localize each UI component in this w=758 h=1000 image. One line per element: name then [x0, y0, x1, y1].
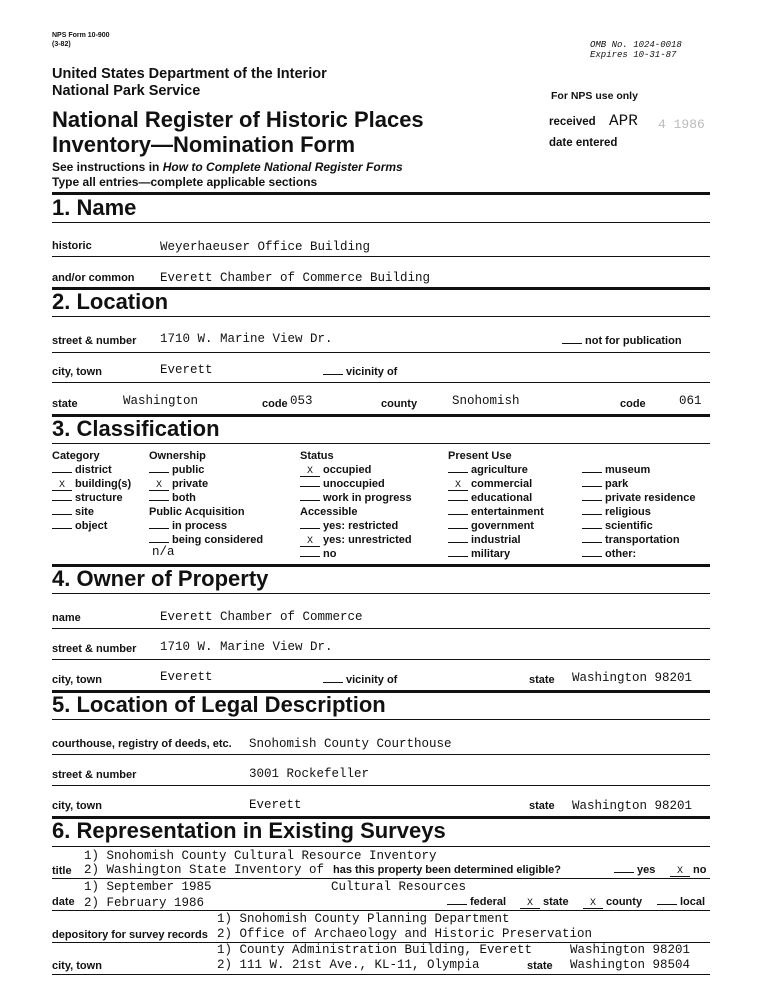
- section5-title-rule: [52, 719, 710, 720]
- eligible-yes: yes: [614, 864, 655, 876]
- section6-title: 6. Representation in Existing Surveys: [52, 818, 446, 843]
- instructions-line1: [52, 160, 403, 174]
- legal-state-value: Washington 98201: [572, 799, 693, 813]
- use-military: military: [448, 548, 510, 560]
- owner-city-value: Everett: [160, 670, 213, 684]
- location-county-value: Snohomish: [452, 394, 520, 408]
- owner-name-rule: [52, 628, 710, 629]
- public-acquisition-heading: Public Acquisition: [149, 506, 245, 518]
- location-state-value: Washington: [123, 394, 199, 408]
- use-museum: museum: [582, 464, 650, 476]
- location-code-label: code: [262, 398, 288, 410]
- received-value: APR: [609, 112, 638, 130]
- survey-title-2: 2) Washington State Inventory of: [84, 863, 325, 877]
- status-occupied-mark: X: [300, 467, 320, 477]
- legal-street-label: street & number: [52, 769, 137, 781]
- bottom-rule: [52, 974, 710, 975]
- category-heading: Category: [52, 450, 100, 462]
- level-state: X state: [520, 896, 569, 909]
- department-name: United States Department of the Interior: [52, 66, 327, 82]
- location-state-label: state: [52, 398, 78, 410]
- section2-title-rule: [52, 316, 710, 317]
- category-buildings: X building(s): [52, 478, 131, 491]
- accessible-unrestricted-mark: X: [300, 537, 320, 547]
- use-private-residence: private residence: [582, 492, 696, 504]
- section2-title: 2. Location: [52, 289, 169, 314]
- category-object: object: [52, 520, 107, 532]
- use-scientific: scientific: [582, 520, 653, 532]
- legal-city-value: Everett: [249, 798, 302, 812]
- category-district: district: [52, 464, 112, 476]
- location-street-label: street & number: [52, 335, 137, 347]
- section4-title: 4. Owner of Property: [52, 566, 269, 591]
- owner-name-label: name: [52, 612, 81, 624]
- category-site: site: [52, 506, 94, 518]
- survey-title-2-cont: Cultural Resources: [331, 880, 467, 894]
- category-structure: structure: [52, 492, 123, 504]
- location-city-value: Everett: [160, 363, 213, 377]
- eligible-yes-blank: [614, 872, 634, 873]
- category-buildings-mark: X: [52, 481, 72, 491]
- legal-street-value: 3001 Rockefeller: [249, 767, 370, 781]
- section3-title-rule: [52, 443, 710, 444]
- accessible-restricted: yes: restricted: [300, 520, 398, 532]
- survey-city-1: 1) County Administration Building, Everett: [217, 943, 533, 957]
- location-city-label: city, town: [52, 366, 102, 378]
- survey-date-label: date: [52, 896, 75, 908]
- courthouse-rule: [52, 754, 710, 755]
- use-religious: religious: [582, 506, 651, 518]
- historic-rule: [52, 256, 710, 257]
- acquisition-in-process: in process: [149, 520, 227, 532]
- section1-title-rule: [52, 222, 710, 223]
- depository-2: 2) Office of Archaeology and Historic Preservation: [217, 927, 593, 941]
- status-work-in-progress: work in progress: [300, 492, 412, 504]
- location-county-code: 061: [679, 394, 702, 408]
- location-vicinity: [323, 366, 397, 378]
- section5-title: 5. Location of Legal Description: [52, 692, 386, 717]
- survey-date-2: 2) February 1986: [84, 896, 205, 910]
- level-state-mark: X: [520, 899, 540, 909]
- owner-state-label: state: [529, 674, 555, 686]
- owner-vicinity: [323, 674, 397, 686]
- ownership-both: both: [149, 492, 196, 504]
- instructions-prefix: See instructions in: [52, 160, 163, 174]
- received-stamp: 4 1986: [658, 117, 705, 132]
- courthouse-label: courthouse, registry of deeds, etc.: [52, 738, 232, 750]
- location-county-label: county: [381, 398, 418, 410]
- survey-title-1: 1) Snohomish County Cultural Resource Inventory: [84, 849, 437, 863]
- not-for-publication: [562, 335, 682, 347]
- level-county: X county: [583, 896, 642, 909]
- omb-number: OMB No. 1024-0018: [590, 40, 682, 50]
- survey-date-rule: [52, 910, 710, 911]
- owner-vicinity-blank: [323, 682, 343, 683]
- survey-city-label: city, town: [52, 960, 102, 972]
- accessible-no: no: [300, 548, 336, 560]
- form-title-line1: National Register of Historic Places: [52, 107, 424, 132]
- survey-state-1: Washington 98201: [570, 943, 691, 957]
- location-vicinity-label: vicinity of: [346, 366, 398, 378]
- common-value: Everett Chamber of Commerce Building: [160, 271, 431, 285]
- use-entertainment: entertainment: [448, 506, 544, 518]
- use-park: park: [582, 478, 628, 490]
- eligible-no-mark: X: [670, 867, 690, 877]
- not-for-publication-blank: [562, 343, 582, 344]
- accessible-heading: Accessible: [300, 506, 358, 518]
- ownership-private: X private: [149, 478, 208, 491]
- use-other: other:: [582, 548, 636, 560]
- use-commercial: X commercial: [448, 478, 532, 491]
- status-unoccupied: unoccupied: [300, 478, 385, 490]
- use-transportation: transportation: [582, 534, 680, 546]
- common-label: and/or common: [52, 272, 135, 284]
- instructions-title: How to Complete National Register Forms: [162, 160, 403, 174]
- location-county-code-label: code: [620, 398, 646, 410]
- instructions-line2: Type all entries—complete applicable sections: [52, 175, 318, 189]
- owner-street-rule: [52, 659, 710, 660]
- acquisition-na: n/a: [152, 545, 175, 559]
- historic-label: historic: [52, 240, 92, 252]
- owner-name-value: Everett Chamber of Commerce: [160, 610, 363, 624]
- date-entered-label: date entered: [549, 137, 618, 149]
- service-name: National Park Service: [52, 83, 201, 99]
- courthouse-value: Snohomish County Courthouse: [249, 737, 452, 751]
- use-agriculture: agriculture: [448, 464, 528, 476]
- level-local-blank: [657, 904, 677, 905]
- present-use-heading: Present Use: [448, 450, 512, 462]
- level-federal: federal: [447, 896, 506, 908]
- eligible-question: has this property been determined eligible?: [333, 864, 561, 876]
- survey-state-label: state: [527, 960, 553, 972]
- nps-use-only: For NPS use only: [551, 90, 638, 102]
- owner-street-value: 1710 W. Marine View Dr.: [160, 640, 333, 654]
- use-government: government: [448, 520, 534, 532]
- form-title-line2: Inventory—Nomination Form: [52, 132, 356, 157]
- section4-title-rule: [52, 593, 710, 594]
- owner-street-label: street & number: [52, 643, 137, 655]
- owner-state-value: Washington 98201: [572, 671, 693, 685]
- survey-state-2: Washington 98504: [570, 958, 691, 972]
- ownership-private-mark: X: [149, 481, 169, 491]
- section1-title: 1. Name: [52, 195, 137, 220]
- use-commercial-mark: X: [448, 481, 468, 491]
- status-heading: Status: [300, 450, 334, 462]
- survey-title-label: title: [52, 865, 72, 877]
- form-id: NPS Form 10-900: [52, 32, 110, 39]
- survey-title-rule: [52, 878, 710, 879]
- depository-label: depository for survey records: [52, 929, 208, 941]
- accessible-unrestricted: X yes: unrestricted: [300, 534, 412, 547]
- location-street-value: 1710 W. Marine View Dr.: [160, 332, 333, 346]
- received-label: received: [549, 116, 596, 128]
- use-industrial: industrial: [448, 534, 521, 546]
- not-for-publication-label: not for publication: [585, 335, 682, 347]
- status-occupied: X occupied: [300, 464, 371, 477]
- level-local: local: [657, 896, 705, 908]
- survey-city-2: 2) 111 W. 21st Ave., KL-11, Olympia: [217, 958, 480, 972]
- section6-title-rule: [52, 846, 710, 847]
- legal-city-label: city, town: [52, 800, 102, 812]
- location-city-rule: [52, 382, 710, 383]
- section3-title: 3. Classification: [52, 416, 220, 441]
- legal-state-label: state: [529, 800, 555, 812]
- eligible-no: X no: [670, 864, 706, 877]
- expiration: Expires 10-31-87: [590, 50, 677, 60]
- ownership-heading: Ownership: [149, 450, 206, 462]
- survey-date-1: 1) September 1985: [84, 880, 212, 894]
- legal-street-rule: [52, 785, 710, 786]
- level-federal-blank: [447, 904, 467, 905]
- level-county-mark: X: [583, 899, 603, 909]
- ownership-public: public: [149, 464, 204, 476]
- location-street-rule: [52, 352, 710, 353]
- depository-1: 1) Snohomish County Planning Department: [217, 912, 510, 926]
- use-educational: educational: [448, 492, 532, 504]
- form-revision: (3-82): [52, 41, 71, 48]
- historic-value: Weyerhaeuser Office Building: [160, 240, 371, 254]
- location-state-code: 053: [290, 394, 313, 408]
- location-vicinity-blank: [323, 374, 343, 375]
- acquisition-being-considered: being considered: [149, 534, 263, 546]
- owner-city-label: city, town: [52, 674, 102, 686]
- section1-top-rule: [52, 192, 710, 195]
- owner-vicinity-label: vicinity of: [346, 674, 398, 686]
